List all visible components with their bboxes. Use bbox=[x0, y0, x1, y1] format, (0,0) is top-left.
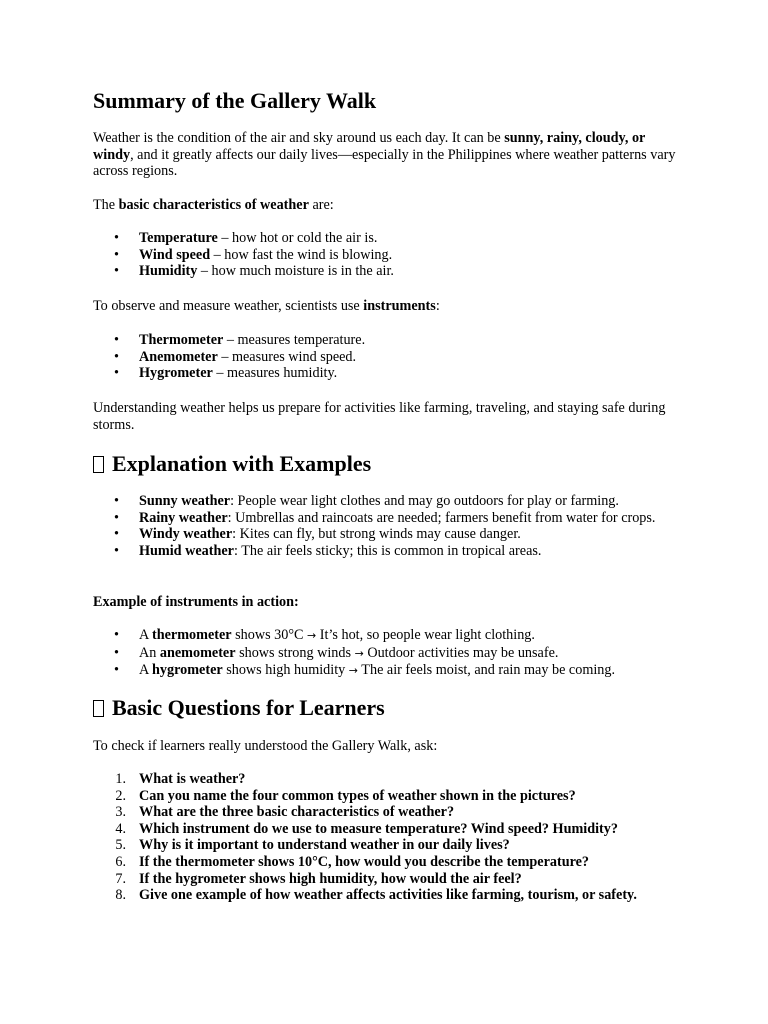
arrow-right-icon: → bbox=[307, 629, 317, 642]
list-item: • Anemometer – measures wind speed. bbox=[93, 349, 685, 366]
question-item: 7. If the hygrometer shows high humidity, how would the air feel? bbox=[115, 870, 522, 887]
list-item: • Hygrometer – measures humidity. bbox=[93, 365, 685, 382]
question-item: 3. What are the three basic characteristics of weather? bbox=[115, 804, 455, 821]
list-item: • Humidity – how much moisture is in the air. bbox=[93, 263, 685, 280]
understanding-paragraph: Understanding weather helps us prepare for activities like farming, traveling, and staying safe during storms. bbox=[93, 400, 666, 433]
section-heading-questions: Basic Questions for Learners bbox=[93, 695, 385, 721]
list-item: • A thermometer shows 30°C → It’s hot, so people wear light clothing. bbox=[93, 627, 685, 645]
weather-examples-list bbox=[93, 493, 685, 559]
instruments-list bbox=[93, 332, 685, 382]
question-item: 5. Why is it important to understand weather in our daily lives? bbox=[115, 837, 510, 854]
question-item: 1. What is weather? bbox=[115, 771, 246, 787]
list-item: • Sunny weather: People wear light clothes and may go outdoors for play or farming. bbox=[93, 493, 685, 510]
question-item: 6. If the thermometer shows 10°C, how would you describe the temperature? bbox=[115, 853, 590, 870]
question-item: 2. Can you name the four common types of weather shown in the pictures? bbox=[115, 787, 576, 804]
questions-list bbox=[93, 771, 685, 904]
section-heading-explanation: Explanation with Examples bbox=[93, 451, 371, 477]
list-item: • Rainy weather: Umbrellas and raincoats are needed; farmers benefit from water for crops. bbox=[93, 510, 685, 527]
instruments-intro: To observe and measure weather, scientists use instruments: bbox=[93, 298, 440, 314]
question-item: 8. Give one example of how weather affects activities like farming, tourism, or safety. bbox=[115, 887, 637, 904]
question-item: 4. Which instrument do we use to measure temperature? Wind speed? Humidity? bbox=[115, 820, 618, 837]
intro-paragraph: Weather is the condition of the air and sky around us each day. It can be sunny, rainy, cloudy, or windy, and it greatly affects our daily lives—especially in the Philippines where weather patterns vary across regions. bbox=[93, 130, 676, 180]
missing-glyph-icon bbox=[93, 456, 104, 473]
list-item: • Windy weather: Kites can fly, but strong winds may cause danger. bbox=[93, 526, 685, 543]
list-item: • A hygrometer shows high humidity → The air feels moist, and rain may be coming. bbox=[93, 662, 685, 680]
list-item: • Wind speed – how fast the wind is blowing. bbox=[93, 247, 685, 264]
instruments-action-label: Example of instruments in action: bbox=[93, 594, 299, 610]
missing-glyph-icon bbox=[93, 700, 104, 717]
arrow-right-icon: → bbox=[348, 664, 359, 678]
list-item: • Humid weather: The air feels sticky; this is common in tropical areas. bbox=[93, 543, 685, 560]
list-item: • Temperature – how hot or cold the air is. bbox=[93, 230, 685, 247]
list-item: • Thermometer – measures temperature. bbox=[93, 332, 685, 349]
instruments-action-list bbox=[93, 627, 685, 680]
page-title: Summary of the Gallery Walk bbox=[93, 88, 377, 113]
arrow-right-icon: → bbox=[354, 646, 364, 660]
characteristics-list bbox=[93, 230, 685, 280]
questions-intro: To check if learners really understood the Gallery Walk, ask: bbox=[93, 738, 438, 754]
characteristics-intro: The basic characteristics of weather are: bbox=[93, 197, 334, 213]
list-item: • An anemometer shows strong winds → Outdoor activities may be unsafe. bbox=[93, 645, 685, 663]
